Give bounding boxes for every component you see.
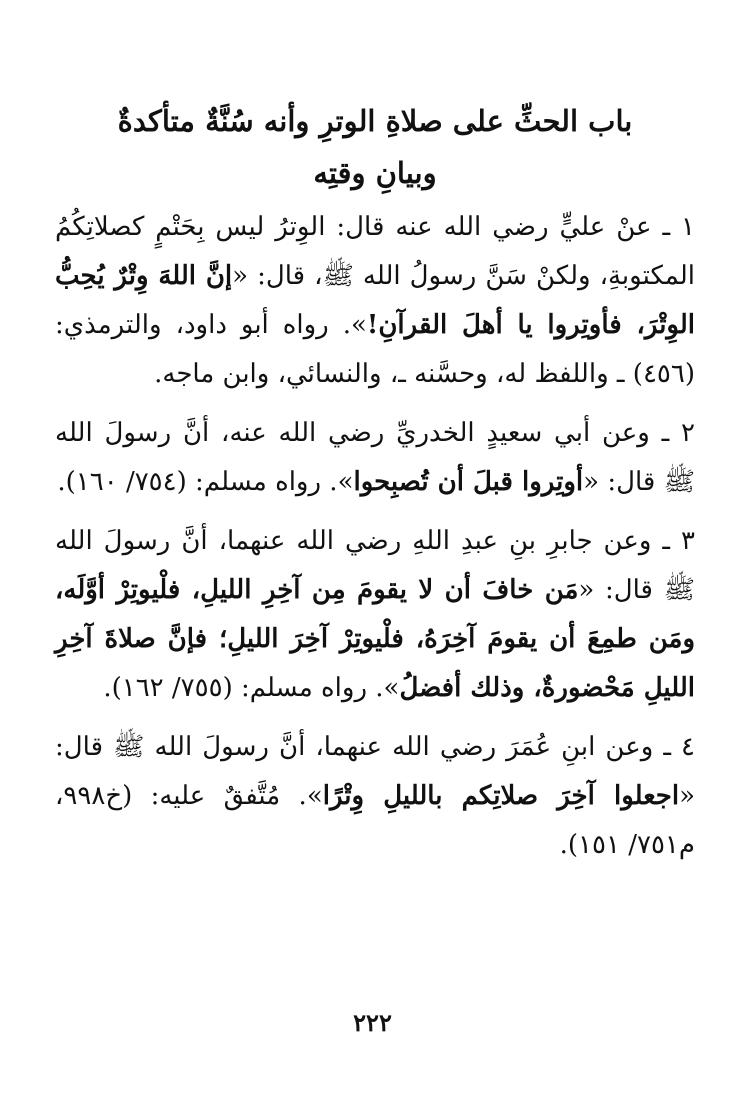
hadith-quote: إنَّ اللهَ وِتْرٌ يُحِبُّ الوِتْرَ، فأوتِروا يا أهلَ القرآنِ! xyxy=(55,261,696,340)
hadith-source: ». رواه أبو داود، والترمذي: (٤٥٦) ـ واللفظ له، وحسَّنه ـ، والنسائي، وابن ماجه. xyxy=(55,310,695,389)
hadith-intro: ـ وعن جابرِ بنِ عبدِ اللهِ رضي الله عنهما، أنَّ رسولَ الله ﷺ قال: « xyxy=(55,526,695,605)
page-number: ٢٢٢ xyxy=(353,1008,392,1037)
hadith-source: ». رواه مسلم: (٧٥٥/ ١٦٢). xyxy=(103,673,400,703)
hadith-number: ٤ xyxy=(681,732,695,762)
hadith-number: ٢ xyxy=(681,418,695,448)
hadith-intro: ـ وعن أبي سعيدٍ الخدريِّ رضي الله عنه، أنَّ رسولَ الله ﷺ قال: « xyxy=(55,418,695,497)
hadith-quote: أوتِروا قبلَ أن تُصبِحوا xyxy=(353,467,584,497)
chapter-title-line-1: باب الحثِّ على صلاةِ الوترِ وأنه سُنَّةٌ متأكدةٌ xyxy=(117,104,633,138)
hadith-2 xyxy=(55,409,695,507)
hadith-source: ». رواه مسلم: (٧٥٤/ ١٦٠). xyxy=(57,467,354,497)
hadith-quote: اجعلوا آخِرَ صلاتِكم بالليلِ وِتْرًا xyxy=(322,781,680,811)
hadith-intro: ـ عنْ عليٍّ رضي الله عنه قال: الوِترُ ليس بِحَتْمٍ كصلاتِكُمُ المكتوبةِ، ولكنْ سَنَّ رسولُ الله ﷺ، قال: « xyxy=(55,212,695,291)
page-body xyxy=(55,95,695,880)
hadith-4 xyxy=(55,723,695,870)
hadith-3 xyxy=(55,517,695,713)
hadith-source: ». مُتَّفقٌ عليه: (خ٩٩٨، م٧٥١/ ١٥١). xyxy=(55,781,695,860)
hadith-number: ١ xyxy=(681,212,695,242)
hadith-1 xyxy=(55,203,695,399)
chapter-title xyxy=(55,95,695,199)
hadith-number: ٣ xyxy=(681,526,695,556)
hadith-intro: ـ وعن ابنِ عُمَرَ رضي الله عنهما، أنَّ رسولَ الله ﷺ قال: « xyxy=(55,732,696,811)
hadith-quote: مَن خافَ أن لا يقومَ مِن آخِرِ الليلِ، فلْيوتِرْ أوَّلَه، ومَن طمِعَ أن يقومَ آخِرَهُ، فلْيوتِرْ آخِرَ الليلِ؛ فإنَّ صلاةَ آخِرِ الليلِ مَحْضورةٌ، وذلك أفضلُ xyxy=(55,575,695,703)
chapter-title-line-2: وبيانِ وقتِه xyxy=(313,156,437,190)
